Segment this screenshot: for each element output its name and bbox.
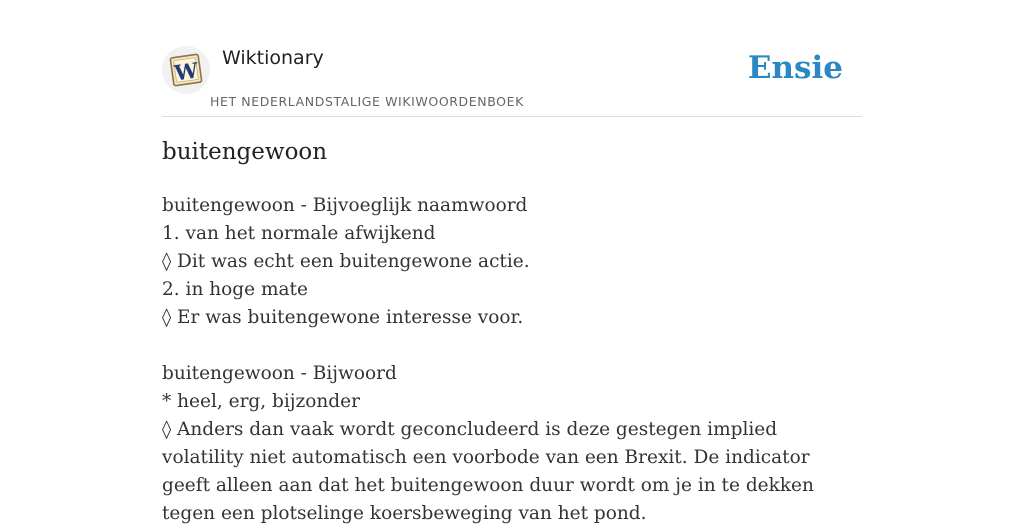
definition-line: 2. in hoge mate — [162, 279, 308, 300]
wiktionary-logo-icon[interactable] — [162, 46, 210, 94]
svg-text:W: W — [172, 57, 200, 86]
page-title: buitengewoon — [162, 139, 328, 165]
entry-spacer — [162, 332, 862, 360]
definition-line: * heel, erg, bijzonder — [162, 391, 360, 412]
site-header — [162, 44, 862, 117]
site-title[interactable]: Wiktionary — [222, 47, 324, 69]
definition-content — [162, 192, 862, 528]
ensie-brand-link[interactable]: Ensie — [747, 50, 843, 86]
example-paragraph: ◊ Anders dan vaak wordt geconcludeerd is deze gestegen implied volatility niet automatisch een voorbode van een Brexit. De indicator geeft alleen aan dat het buitengewoon duur wordt om je in te dekken tegen een plotselinge koersbeweging van het pond. — [162, 419, 814, 524]
entry-heading: buitengewoon - Bijwoord — [162, 363, 397, 384]
entry-heading: buitengewoon - Bijvoeglijk naamwoord — [162, 195, 528, 216]
definition-line: 1. van het normale afwijkend — [162, 223, 436, 244]
site-subtitle: HET NEDERLANDSTALIGE WIKIWOORDENBOEK — [210, 94, 524, 109]
example-line: ◊ Er was buitengewone interesse voor. — [162, 307, 524, 328]
example-line: ◊ Dit was echt een buitengewone actie. — [162, 251, 530, 272]
w-tile-icon — [166, 50, 206, 90]
